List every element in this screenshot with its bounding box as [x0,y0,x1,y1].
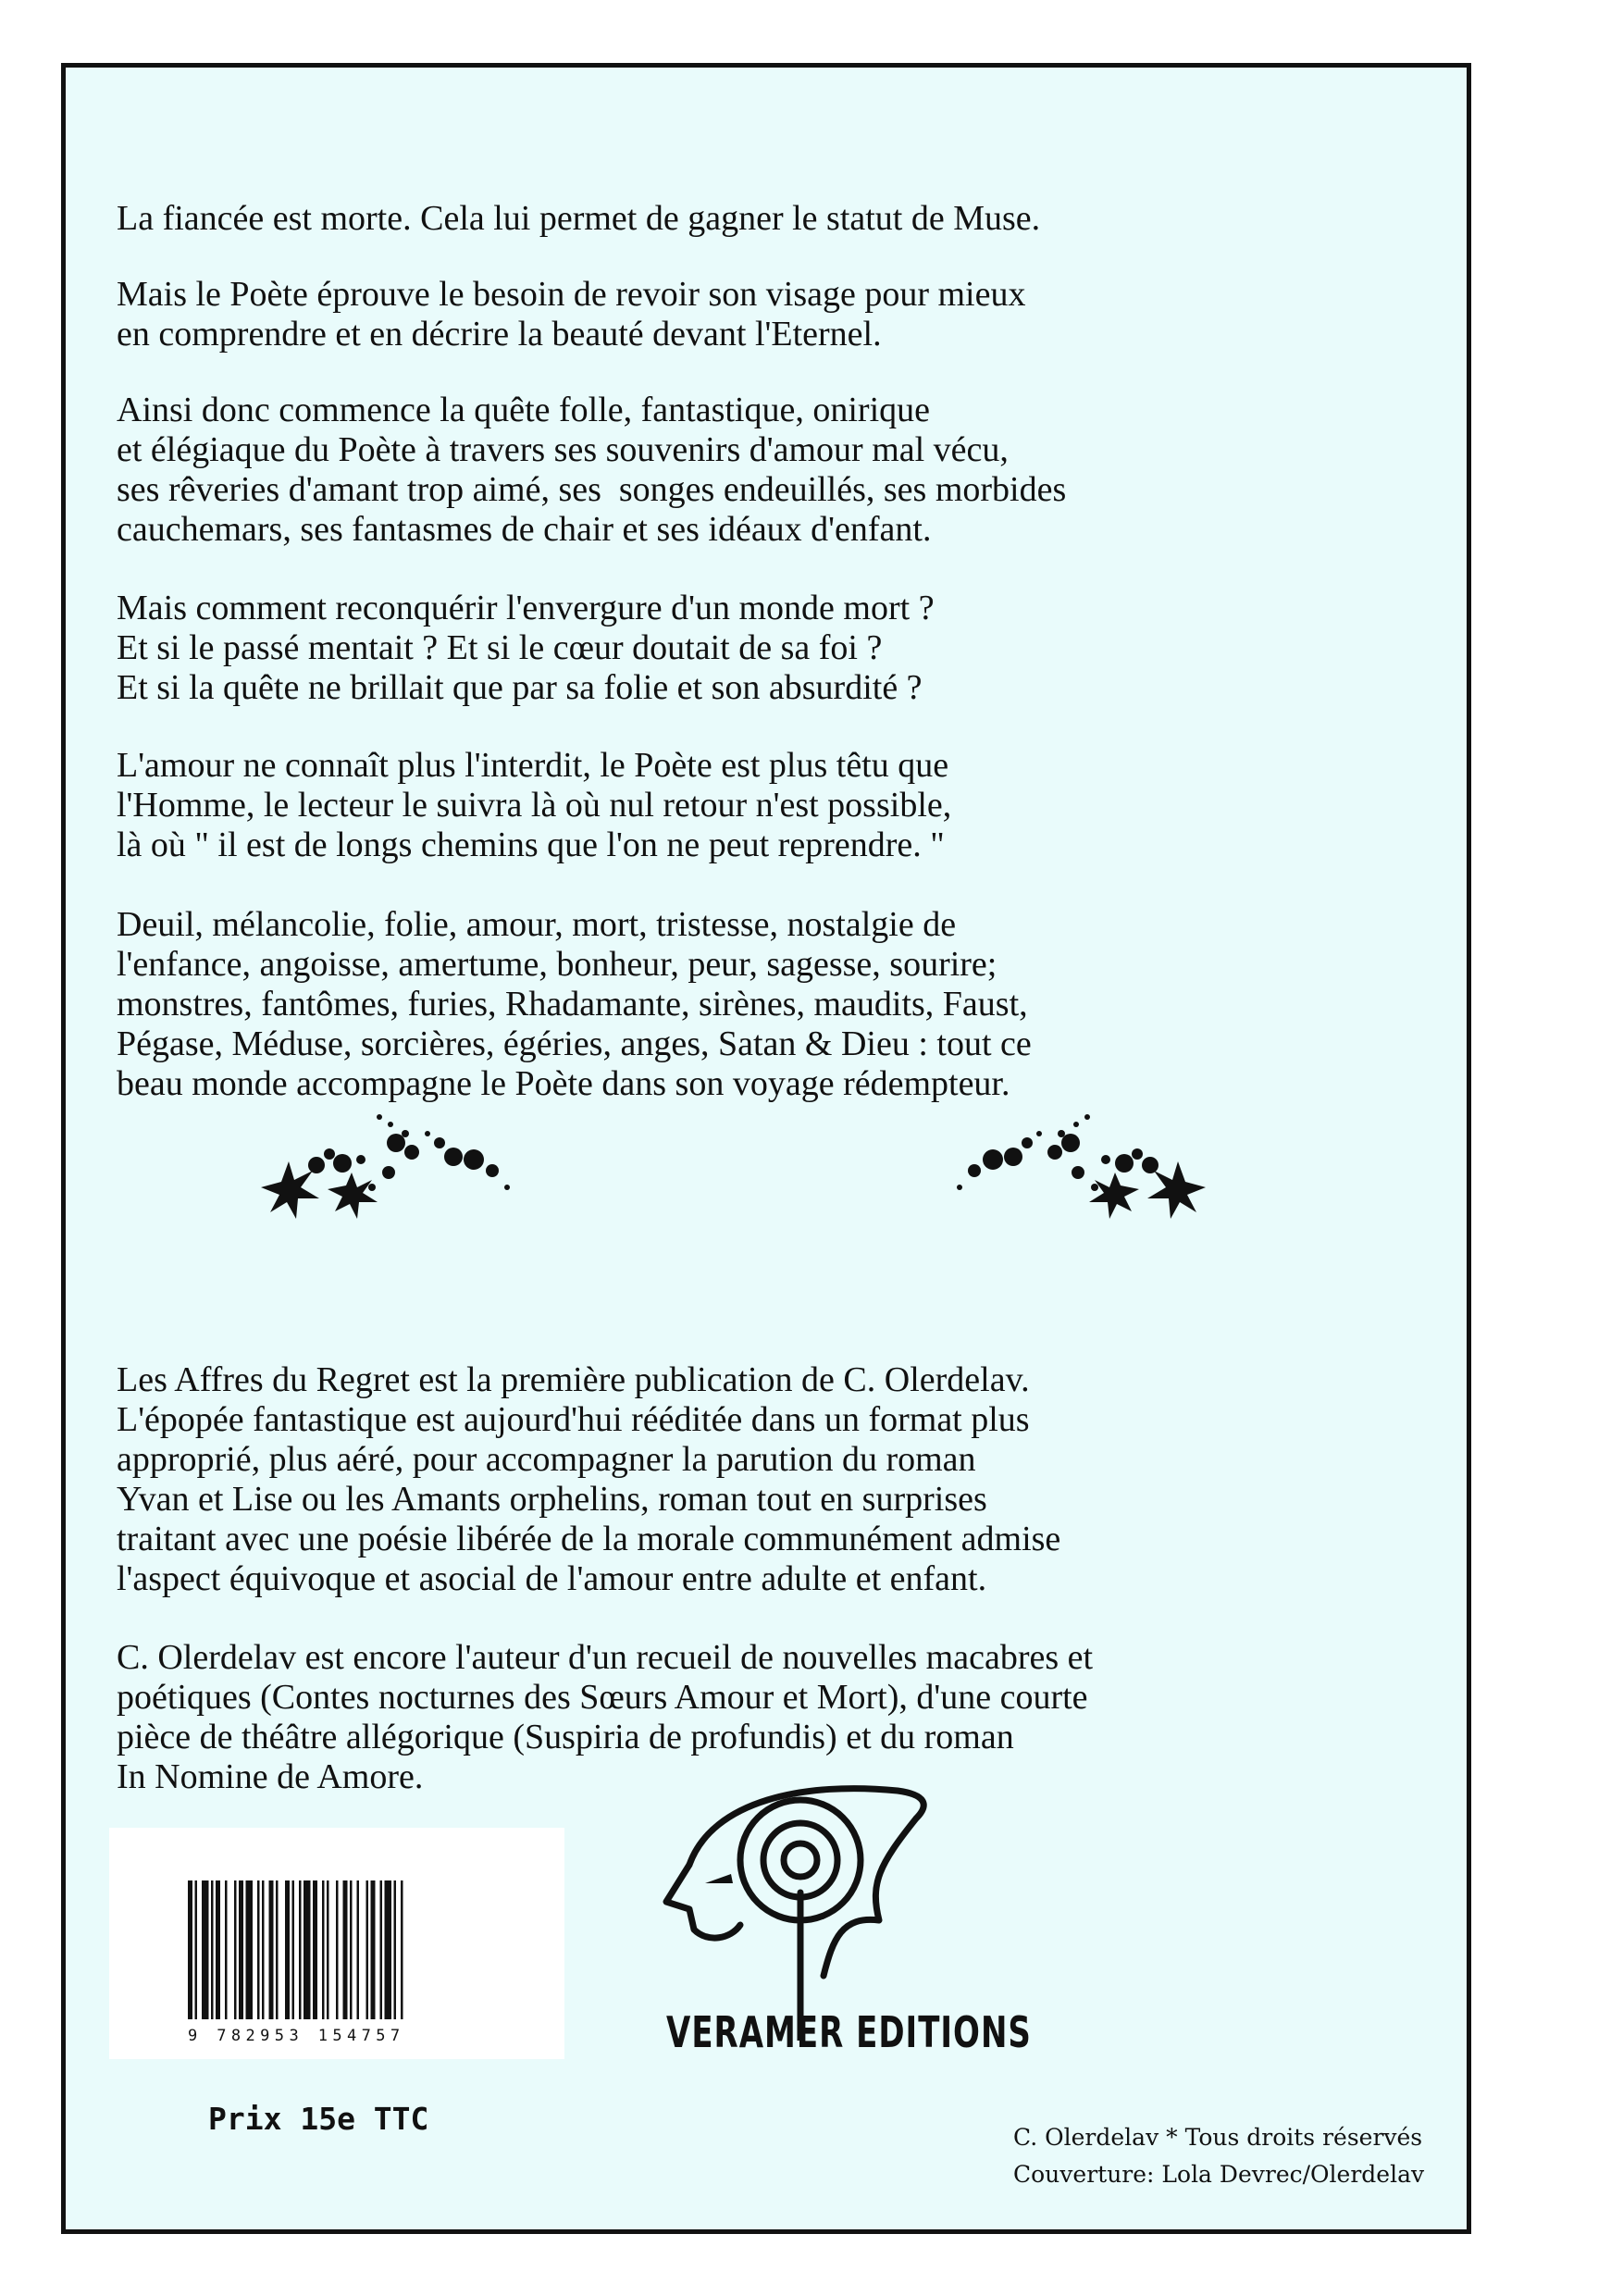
barcode-panel [109,1828,564,2059]
text-line: Mais le Poète éprouve le besoin de revoir son visage pour mieux [117,275,1026,314]
text-line: monstres, fantômes, furies, Rhadamante, sirènes, maudits, Faust, [117,985,1028,1024]
ornament-right-icon [930,1106,1217,1245]
text-line: C. Olerdelav est encore l'auteur d'un recueil de nouvelles macabres et [117,1638,1094,1677]
text-line: L'amour ne connaît plus l'interdit, le Poète est plus têtu que [117,746,949,785]
text-line: et élégiaque du Poète à travers ses souvenirs d'amour mal vécu, [117,430,1009,469]
copyright-line: C. Olerdelav * Tous droits réservés [1013,2124,1423,2151]
price-label: Prix 15e TTC [208,2101,429,2137]
credits [1013,2119,1424,2193]
text-line: L'épopée fantastique est aujourd'hui rééditée dans un format plus [117,1400,1030,1439]
text-line: en comprendre et en décrire la beauté devant l'Eternel. [117,315,882,354]
blurb-paragraph-1 [117,199,1040,239]
text-line: In Nomine de Amore. [117,1757,424,1796]
text-line: approprié, plus aéré, pour accompagner la parution du roman [117,1440,976,1479]
text-line: l'aspect équivoque et asocial de l'amour entre adulte et enfant. [117,1559,987,1598]
text-line: Deuil, mélancolie, folie, amour, mort, tristesse, nostalgie de [117,905,957,944]
blurb-paragraph-3 [117,391,1066,550]
about-paragraph-1 [117,1360,1060,1599]
text-line: Pégase, Méduse, sorcières, égéries, anges, Satan & Dieu : tout ce [117,1024,1032,1063]
text-line: poétiques (Contes nocturnes des Sœurs Amour et Mort), d'une courte [117,1678,1088,1717]
cover-credit-line: Couverture: Lola Devrec/Olerdelav [1013,2161,1425,2188]
text-line: Yvan et Lise ou les Amants orphelins, roman tout en surprises [117,1480,987,1519]
blurb-paragraph-6 [117,905,1032,1104]
text-line: l'Homme, le lecteur le suivra là où nul retour n'est possible, [117,786,952,825]
publisher-name: VERAMER EDITIONS [666,2008,1032,2058]
text-line: ses rêveries d'amant trop aimé, ses songes endeuillés, ses morbides [117,470,1067,509]
text-line: beau monde accompagne le Poète dans son voyage rédempteur. [117,1064,1010,1103]
text-line: Ainsi donc commence la quête folle, fantastique, onirique [117,391,930,429]
text-line: pièce de théâtre allégorique (Suspiria de profundis) et du roman [117,1718,1014,1756]
text-line: cauchemars, ses fantasmes de chair et ses idéaux d'enfant. [117,510,932,549]
blurb-paragraph-5 [117,746,951,865]
text-line: Et si le passé mentait ? Et si le cœur doutait de sa foi ? [117,628,883,667]
publisher-logo-icon [601,1763,981,2041]
text-line: là où " il est de longs chemins que l'on ne peut reprendre. " [117,825,945,864]
text-line: l'enfance, angoisse, amertume, bonheur, peur, sagesse, sourire; [117,945,997,984]
blurb-paragraph-4 [117,589,935,708]
text-line: Et si la quête ne brillait que par sa folie et son absurdité ? [117,668,923,707]
text-line: Les Affres du Regret est la première publication de C. Olerdelav. [117,1360,1030,1399]
barcode-icon [188,1880,475,2029]
text-line: La fiancée est morte. Cela lui permet de gagner le statut de Muse. [117,199,1041,238]
text-line: traitant avec une poésie libérée de la morale communément admise [117,1520,1061,1558]
barcode-number: 9 782953 154757 [188,2027,405,2045]
blurb-paragraph-2 [117,275,1025,354]
ornament-left-icon [250,1106,537,1245]
text-line: Mais comment reconquérir l'envergure d'un monde mort ? [117,589,935,627]
